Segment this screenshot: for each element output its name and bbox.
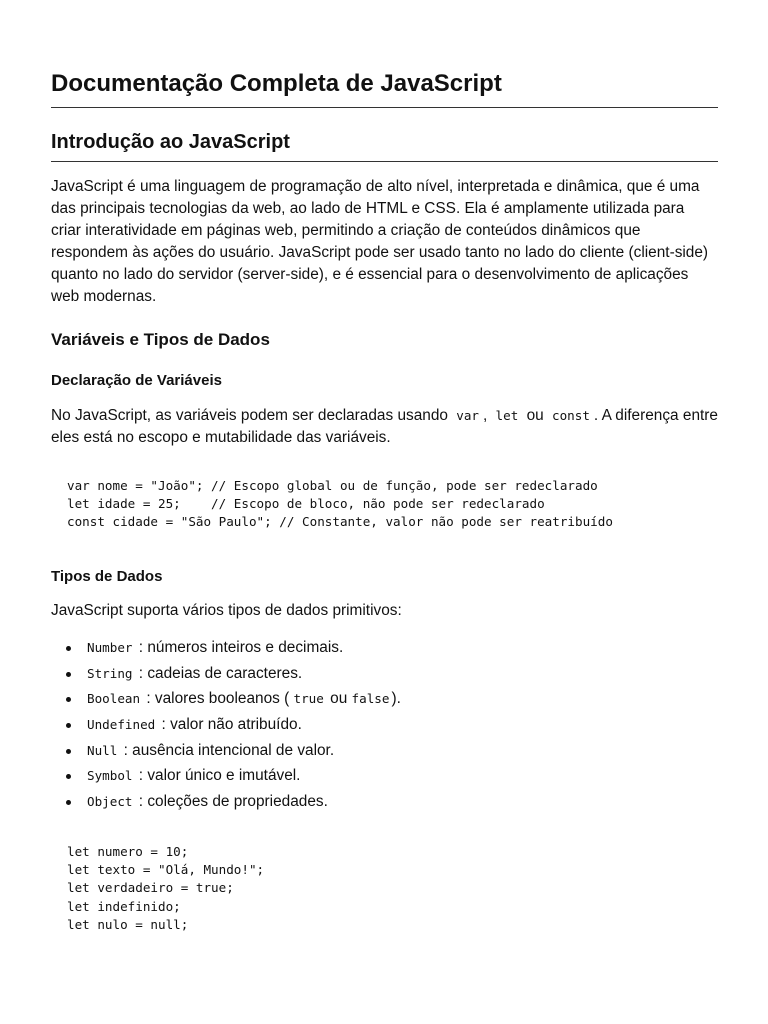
type-description: : cadeias de caracteres. [138, 664, 303, 682]
list-item [51, 791, 401, 817]
intro-heading: Introdução ao JavaScript [51, 131, 290, 153]
bullet-icon [66, 749, 71, 754]
bullet-icon [66, 774, 71, 779]
keyword-let: let [495, 408, 519, 423]
types-heading: Tipos de Dados [51, 568, 163, 585]
declaration-ou: ou [526, 407, 544, 424]
title-divider [51, 107, 718, 108]
list-item [51, 740, 401, 766]
keyword-var: var [456, 408, 479, 423]
type-code: Boolean [87, 691, 141, 707]
declaration-code-block: var nome = "João"; // Escopo global ou de função, pode ser redeclarado let idade = 25; // Escopo de bloco, não pode ser redeclarado const cidade = "São Paulo"; // Constante, valor não pode ser reatribuído [67, 478, 613, 530]
list-item [51, 765, 401, 791]
type-code: Object [87, 794, 133, 810]
type-description: : ausência intencional de valor. [123, 741, 335, 759]
value-false: false [351, 691, 390, 707]
type-code: Undefined [87, 717, 156, 733]
type-code: Number [87, 640, 133, 655]
type-code: String [87, 665, 133, 681]
bullet-icon [66, 646, 71, 651]
types-list [51, 637, 401, 817]
declaration-heading: Declaração de Variáveis [51, 372, 222, 389]
types-code-block: let numero = 10; let texto = "Olá, Mundo!"; let verdadeiro = true; let indefinido; let nulo = null; [67, 844, 265, 932]
bullet-icon [66, 672, 71, 677]
type-description: : números inteiros e decimais. [138, 639, 344, 656]
declaration-paragraph [51, 405, 718, 449]
declaration-text-after: . A diferença entre eles está no escopo e mutabilidade das variáveis. [51, 407, 718, 446]
bullet-icon [66, 697, 71, 702]
variables-heading: Variáveis e Tipos de Dados [51, 330, 270, 349]
type-code: Null [87, 742, 118, 758]
keyword-const: const [551, 408, 590, 423]
intro-paragraph: JavaScript é uma linguagem de programação de alto nível, interpretada e dinâmica, que é uma das principais tecnologias da web, ao lado de HTML e CSS. Ela é amplamente utilizada para criar interatividade em páginas web, permitindo a criação de conteúdos dinâmicos que respondem às ações do usuário. JavaScript pode ser usado tanto no lado do cliente (client-side) quanto no lado do servidor (server-side), e é essencial para o desenvolvimento de aplicações web modernas. [51, 178, 709, 305]
list-item [51, 688, 401, 714]
type-code: Symbol [87, 768, 133, 784]
type-description: : valor não atribuído. [161, 716, 302, 734]
type-ou: ou [330, 690, 348, 708]
list-item [51, 714, 401, 740]
type-description: : valores booleanos ( [146, 690, 290, 708]
bullet-icon [66, 800, 71, 805]
type-description: : coleções de propriedades. [138, 793, 328, 811]
list-item [51, 663, 401, 689]
type-description: : valor único e imutável. [138, 767, 301, 785]
intro-divider [51, 161, 718, 162]
declaration-text-before: No JavaScript, as variáveis podem ser declaradas usando [51, 407, 448, 424]
list-item [51, 637, 401, 663]
declaration-comma: , [482, 407, 488, 424]
bullet-icon [66, 723, 71, 728]
type-end: ). [391, 690, 401, 708]
value-true: true [293, 691, 324, 707]
page-title: Documentação Completa de JavaScript [51, 70, 502, 97]
types-intro: JavaScript suporta vários tipos de dados primitivos: [51, 602, 402, 619]
